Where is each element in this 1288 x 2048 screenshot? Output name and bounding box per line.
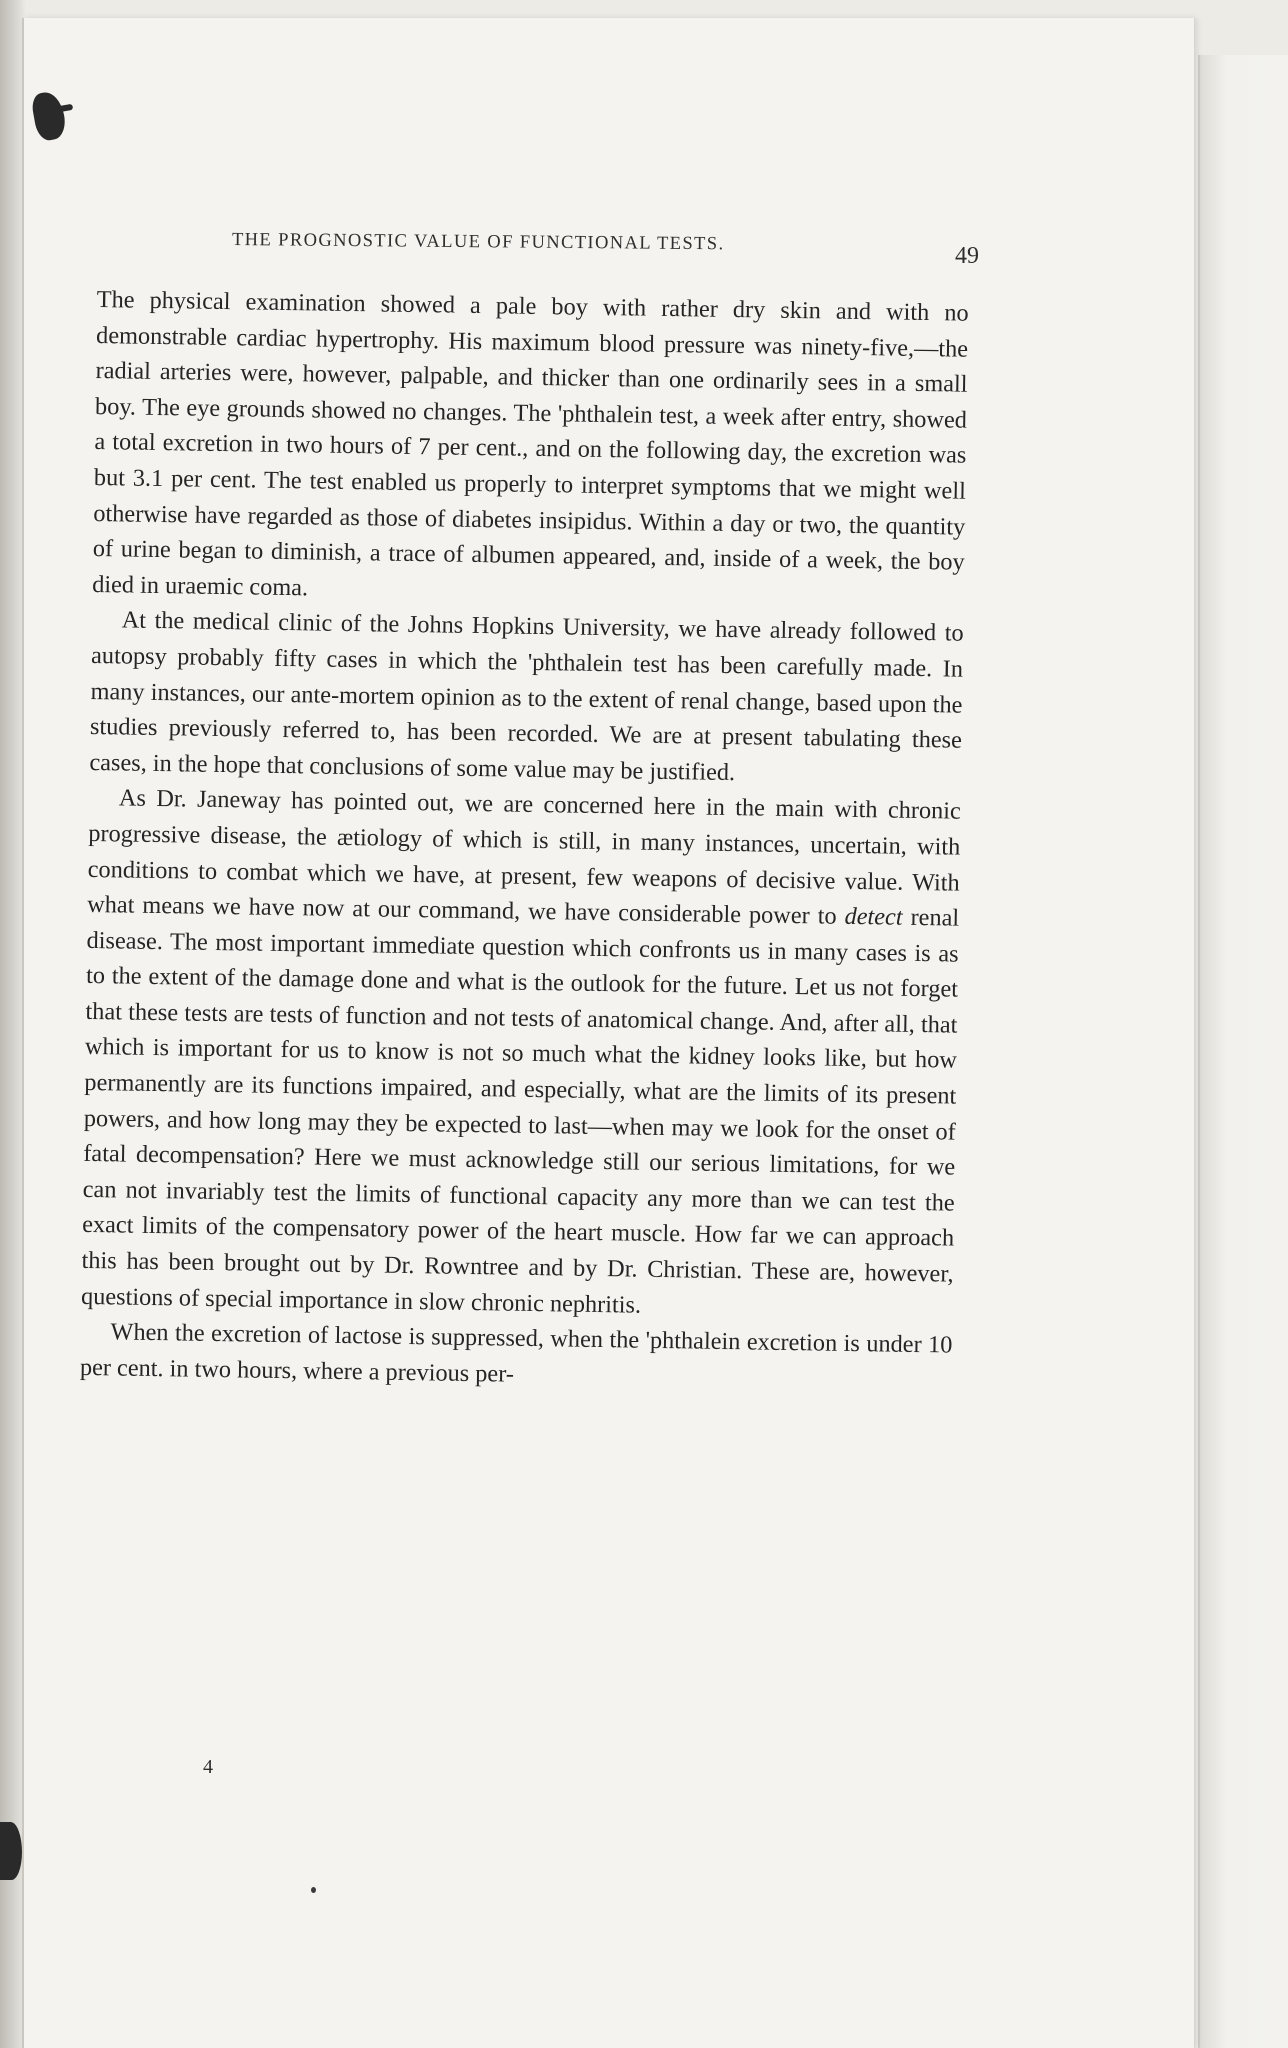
ink-blot-mark-lower [0, 1822, 22, 1880]
body-text [80, 282, 969, 1399]
paragraph-1: The physical examination showed a pale boy with rather dry skin and with no demonstrable cardiac hypertrophy. His maximum blood pressure was ninety-five,—the radial arteries were, however, palpable, and thicker than one ordinarily sees in a small boy. The eye grounds showed no changes. The 'phthalein test, a week after entry, showed a total excretion in two hours of 7 per cent., and on the following day, the excretion was but 3.1 per cent. The test enabled us properly to interpret symptoms that we might well otherwise have regarded as those of diabetes insipidus. Within a day or two, the quantity of urine began to diminish, a trace of albumen appeared, and, inside of a week, the boy died in uraemic coma. [92, 285, 969, 602]
paragraph-3-text-b: renal disease. The most important immediate question which confronts us in many cases is as to the extent of the damage done and what is the outlook for the future. Let us not forget that these tests are tests of function and not tests of anatomical change. And, after all, that which is important for us to know is not so much what the kidney looks like, but how permanently are its functions impaired, and especially, what are the limits of its present powers, and how long may they be expected to last—when may we look for the onset of fatal decompensation? Here we must acknowledge still our serious limitations, for we can not invariably test the limits of functional capacity any more than we can test the exact limits of the compensatory power of the heart muscle. How far we can approach this has been brought out by Dr. Rowntree and by Dr. Christian. These are, however, questions of special importance in slow chronic nephritis. [80, 903, 960, 1319]
paragraph-3 [81, 780, 961, 1328]
speck-mark [311, 1887, 316, 1893]
next-page-edge [1198, 55, 1288, 2048]
italic-word: detect [844, 902, 903, 931]
paragraph-4: When the excretion of lactose is suppressed, when the 'phthalein excretion is under 10 per cent. in two hours, where a previous per- [79, 1318, 953, 1388]
paragraph-3-text-a: As Dr. Janeway has pointed out, we are concerned here in the main with chronic progressive disease, the ætiology of which is still, in many instances, uncertain, with conditions to combat which we have, at present, few weapons of decisive value. With what means we have now at our command, we have considerable power to [87, 784, 962, 930]
paragraph-2: At the medical clinic of the Johns Hopkins University, we have already followed to autopsy probably fifty cases in which the 'phthalein test has been carefully made. In many instances, our ante-mortem opinion as to the extent of renal change, based upon the studies previously referred to, has been recorded. We are at present tabulating these cases, in the hope that conclusions of some value may be justified. [89, 606, 964, 786]
page-number: 49 [955, 243, 979, 269]
signature-mark: 4 [203, 1756, 213, 1778]
running-head: THE PROGNOSTIC VALUE OF FUNCTIONAL TESTS. [231, 230, 725, 255]
